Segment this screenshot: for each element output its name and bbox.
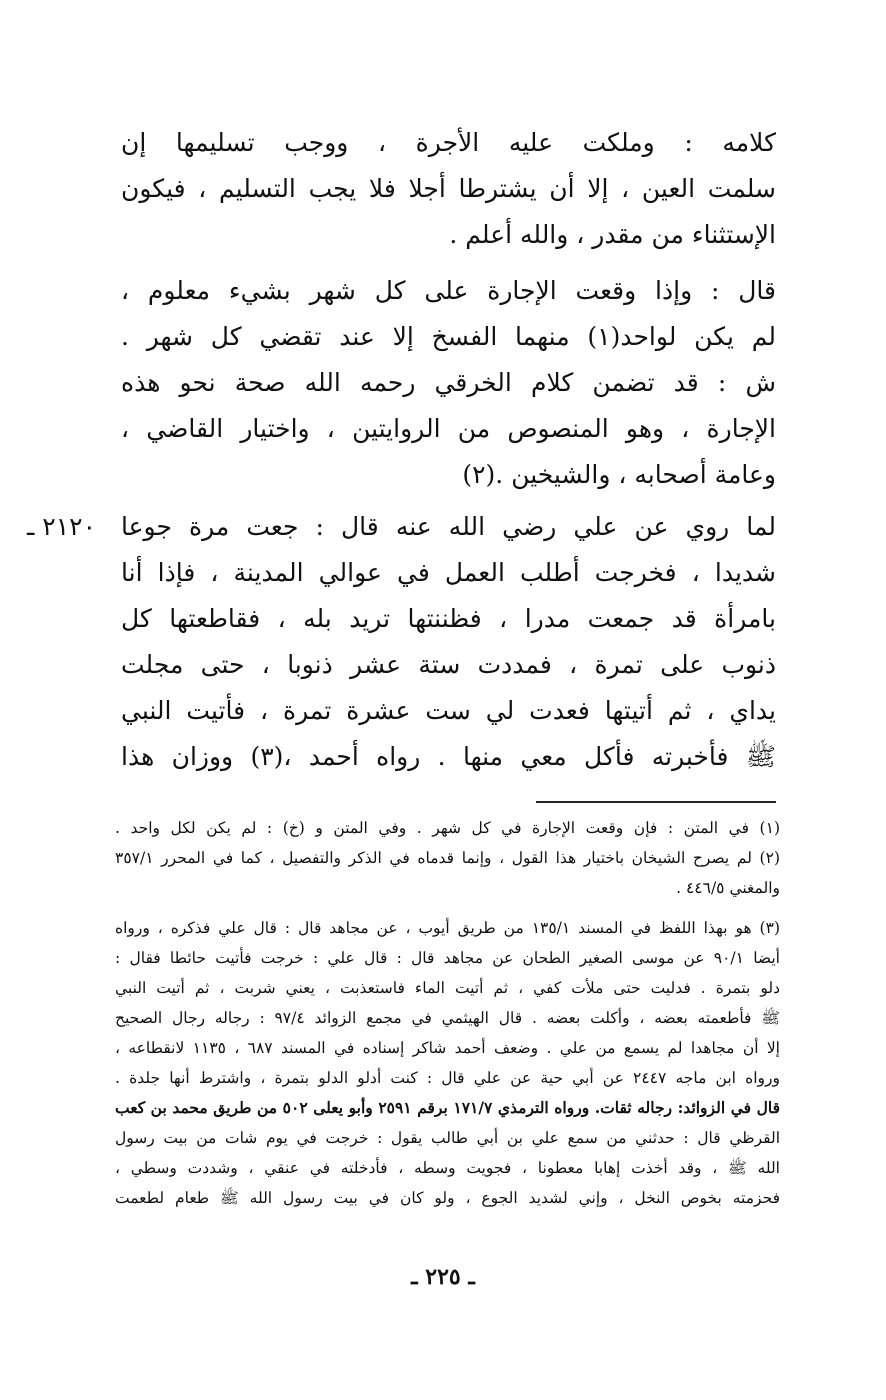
main-text-line: لم يكن لواحد(١) منهما الفسخ إلا عند تقضي كل شهر .	[121, 322, 776, 351]
main-text-line: ﷺ فأخبرته فأكل معي منها . رواه أحمد ،(٣) ووزان هذا	[121, 742, 776, 771]
footnote-line: إلا أن مجاهدا لم يسمع من علي . وضعف أحمد شاكر إسناده في المسند ٦٨٧ ، ١١٣٥ لانقطاعه ،	[115, 1039, 780, 1057]
footnote-line: أيضا ٩٠/١ عن موسى الصغير الطحان عن مجاهد قال : قال علي : خرجت فأتيت حائطا فقال :	[115, 949, 780, 967]
footnote-line: دلو بتمرة . فدليت حتى ملأت كفي ، ثم أتيت الماء فاستعذبت ، يعني شربت ، ثم أتيت النبي	[115, 979, 780, 997]
main-text-line: شديدا ، فخرجت أطلب العمل في عوالي المدينة ، فإذا أنا	[121, 558, 776, 587]
footnote-line: (٣) هو بهذا اللفظ في المسند ١٣٥/١ من طريق أيوب ، عن مجاهد قال : قال علي فذكره ، ورواه	[115, 919, 780, 937]
footnote-line: (٢) لم يصرح الشيخان باختيار هذا القول ، وإنما قدماه في الذكر والتفصيل ، كما في المحرر ٣٥٧/١	[115, 849, 780, 867]
footnote-line: والمغني ٤٤٦/٥ .	[676, 879, 780, 897]
main-text-line: ش : قد تضمن كلام الخرقي رحمه الله صحة نحو هذه	[121, 368, 776, 397]
footnote-line: ورواه ابن ماجه ٢٤٤٧ عن أبي حية عن علي قال : كنت أدلو الدلو بتمرة ، واشترط أنها جلدة .	[115, 1069, 781, 1087]
main-text-line: يداي ، ثم أتيتها فعدت لي ست عشرة تمرة ، فأتيت النبي	[121, 696, 776, 725]
main-text-line: سلمت العين ، إلا أن يشترطا أجلا فلا يجب التسليم ، فيكون	[121, 174, 776, 203]
page-number: ـ ٢٢٥ ـ	[411, 1264, 475, 1290]
main-text-line: الإجارة ، وهو المنصوص من الروايتين ، واختيار القاضي ،	[121, 414, 776, 443]
footnote-line: (١) في المتن : فإن وقعت الإجارة في كل شهر . وفي المتن و (خ) : لم يكن لكل واحد .	[115, 819, 780, 837]
footnote-line: قال في الزوائد: رجاله ثقات. ورواه الترمذي ١٧١/٧ برقم ٢٥٩١ وأبو يعلى ٥٠٢ من طريق محمد بن كعب	[115, 1098, 780, 1117]
footnote-separator	[536, 801, 776, 803]
main-text-line: لما روي عن علي رضي الله عنه قال : جعت مرة جوعا	[121, 512, 776, 541]
main-text-line: بامرأة قد جمعت مدرا ، فظننتها تريد بله ، فقاطعتها كل	[121, 604, 776, 633]
main-text-line: وعامة أصحابه ، والشيخين .(٢)	[462, 460, 776, 489]
main-text-line: ذنوب على تمرة ، فمددت ستة عشر ذنوبا ، حتى مجلت	[121, 650, 776, 679]
footnote-line: القرظي قال : حدثني من سمع علي بن أبي طالب يقول : خرجت في يوم شات من بيت رسول	[115, 1129, 780, 1147]
main-text-line: قال : وإذا وقعت الإجارة على كل شهر بشيء معلوم ،	[121, 276, 776, 305]
footnote-line: فحزمته بخوص النخل ، وإني لشديد الجوع ، ولو كان في بيت رسول الله ﷺ طعام لطعمت	[115, 1189, 780, 1207]
footnote-line: الله ﷺ ، وقد أخذت إهابا معطونا ، فجويت وسطه ، فأدخلته في عنقي ، وشددت وسطي ،	[115, 1159, 780, 1177]
main-text-line: الإستثناء من مقدر ، والله أعلم .	[449, 220, 776, 249]
main-text-line: كلامه : وملكت عليه الأجرة ، ووجب تسليمها إن	[121, 128, 776, 157]
footnote-line: ﷺ فأطعمته بعضه ، وأكلت بعضه . قال الهيثمي في مجمع الزوائد ٩٧/٤ : رجاله رجال الصحيح	[115, 1009, 780, 1027]
entry-number: ٢١٢٠ ـ	[27, 512, 96, 541]
